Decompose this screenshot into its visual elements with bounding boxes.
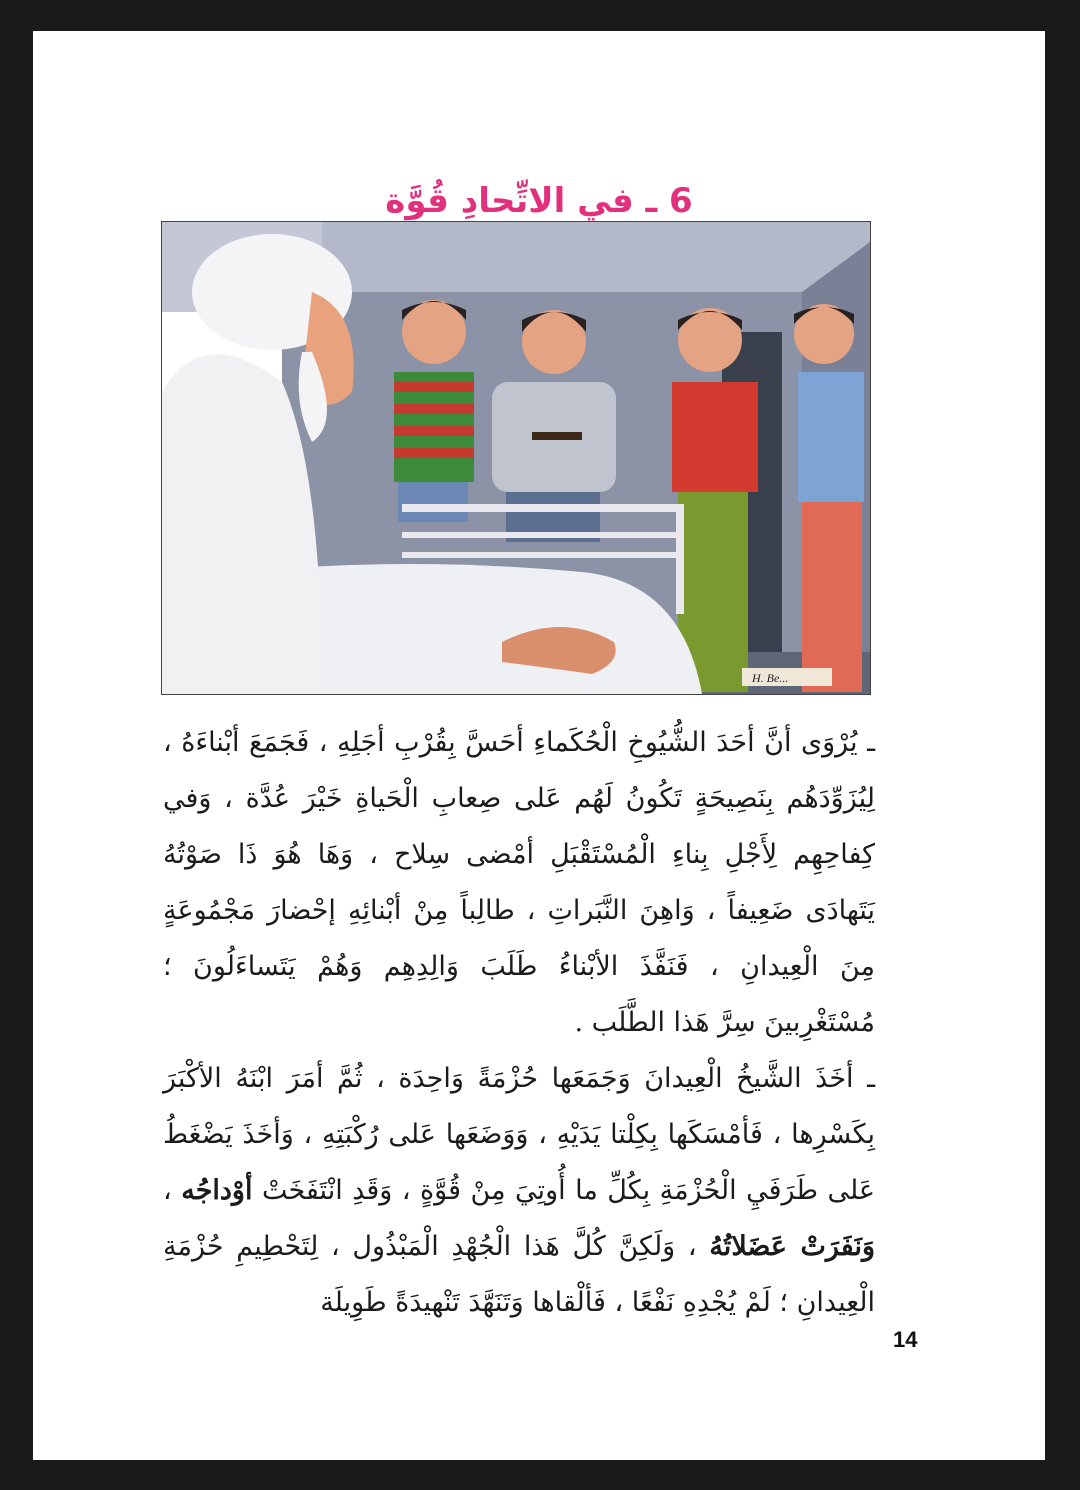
paragraph-2-separator: ، <box>163 1175 182 1206</box>
page-number: 14 <box>893 1327 918 1352</box>
paragraph-1: ـ يُرْوَى أنَّ أحَدَ الشُّيُوخِ الْحُكَماءِ أحَسَّ بِقُرْبِ أجَلِهِ ، فَجَمَعَ أبْناءَهُ ، لِيُزَوِّدَهُم بِنَصِيحَةٍ تَكُونُ لَهُم عَلى صِعابِ الْحَياةِ خَيْرَ عُدَّة ، وَفي كِفاحِهِم لِأَجْلِ بِناءِ الْمُسْتَقْبَلِ أمْضى سِلاح ، وَهَا هُوَ ذَا صَوْتُهُ يَتَهادَى ضَعِيفاً ، وَاهِنَ النَّبَراتِ ، طالِباً مِنْ أبْنائِهِ إحْضارَ مَجْمُوعَةٍ مِنَ الْعِيدانِ ، فَنَفَّذَ الأبْناءُ طَلَبَ وَالِدِهِم وَهُمْ يَتَساءَلُونَ ؛ مُسْتَغْرِبينَ سِرَّ هَذا الطَّلَب . <box>163 727 875 1038</box>
bold-phrase-1: أوْداجُه <box>181 1175 253 1206</box>
paragraph-2-part-1: ـ أخَذَ الشَّيخُ الْعِيدانَ وَجَمَعَها حُزْمَةً وَاحِدَة ، ثُمَّ أمَرَ ابْنَهُ الأكْبَرَ بِكَسْرِها ، فَأمْسَكَها بِكِلْتا يَدَيْهِ ، وَوَضَعَها عَلى رُكْبَتِهِ ، وَأخَذَ يَضْغَطُ عَلى طَرَفَيِ الْحُزْمَةِ بِكُلِّ ما أُوتِيَ مِنْ قُوَّةٍ ، وَقَدِ انْتَفَخَتْ <box>163 1063 875 1206</box>
lesson-title: 6 ـ في الاتِّحادِ قُوَّة <box>385 181 693 221</box>
bold-phrase-2: وَنَفَرَتْ عَضَلاتُهُ <box>709 1231 875 1262</box>
book-page <box>33 31 1045 1460</box>
paragraph-2-part-2: ، وَلَكِنَّ كُلَّ هَذا الْجُهْدِ الْمَبْذُول ، لِتَحْطِيمِ حُزْمَةِ الْعِيدانِ ؛ لَمْ يُجْدِهِ نَفْعًا ، فَألْقاها وَتَنَهَّدَ تَنْهيدَةً طَوِيلَة <box>163 1231 875 1318</box>
artist-signature: H. Be... <box>752 671 789 685</box>
illustration-image <box>161 221 871 695</box>
paragraph-2 <box>163 1051 875 1331</box>
story-text <box>163 715 875 1331</box>
boy-striped-sweater <box>394 300 474 522</box>
